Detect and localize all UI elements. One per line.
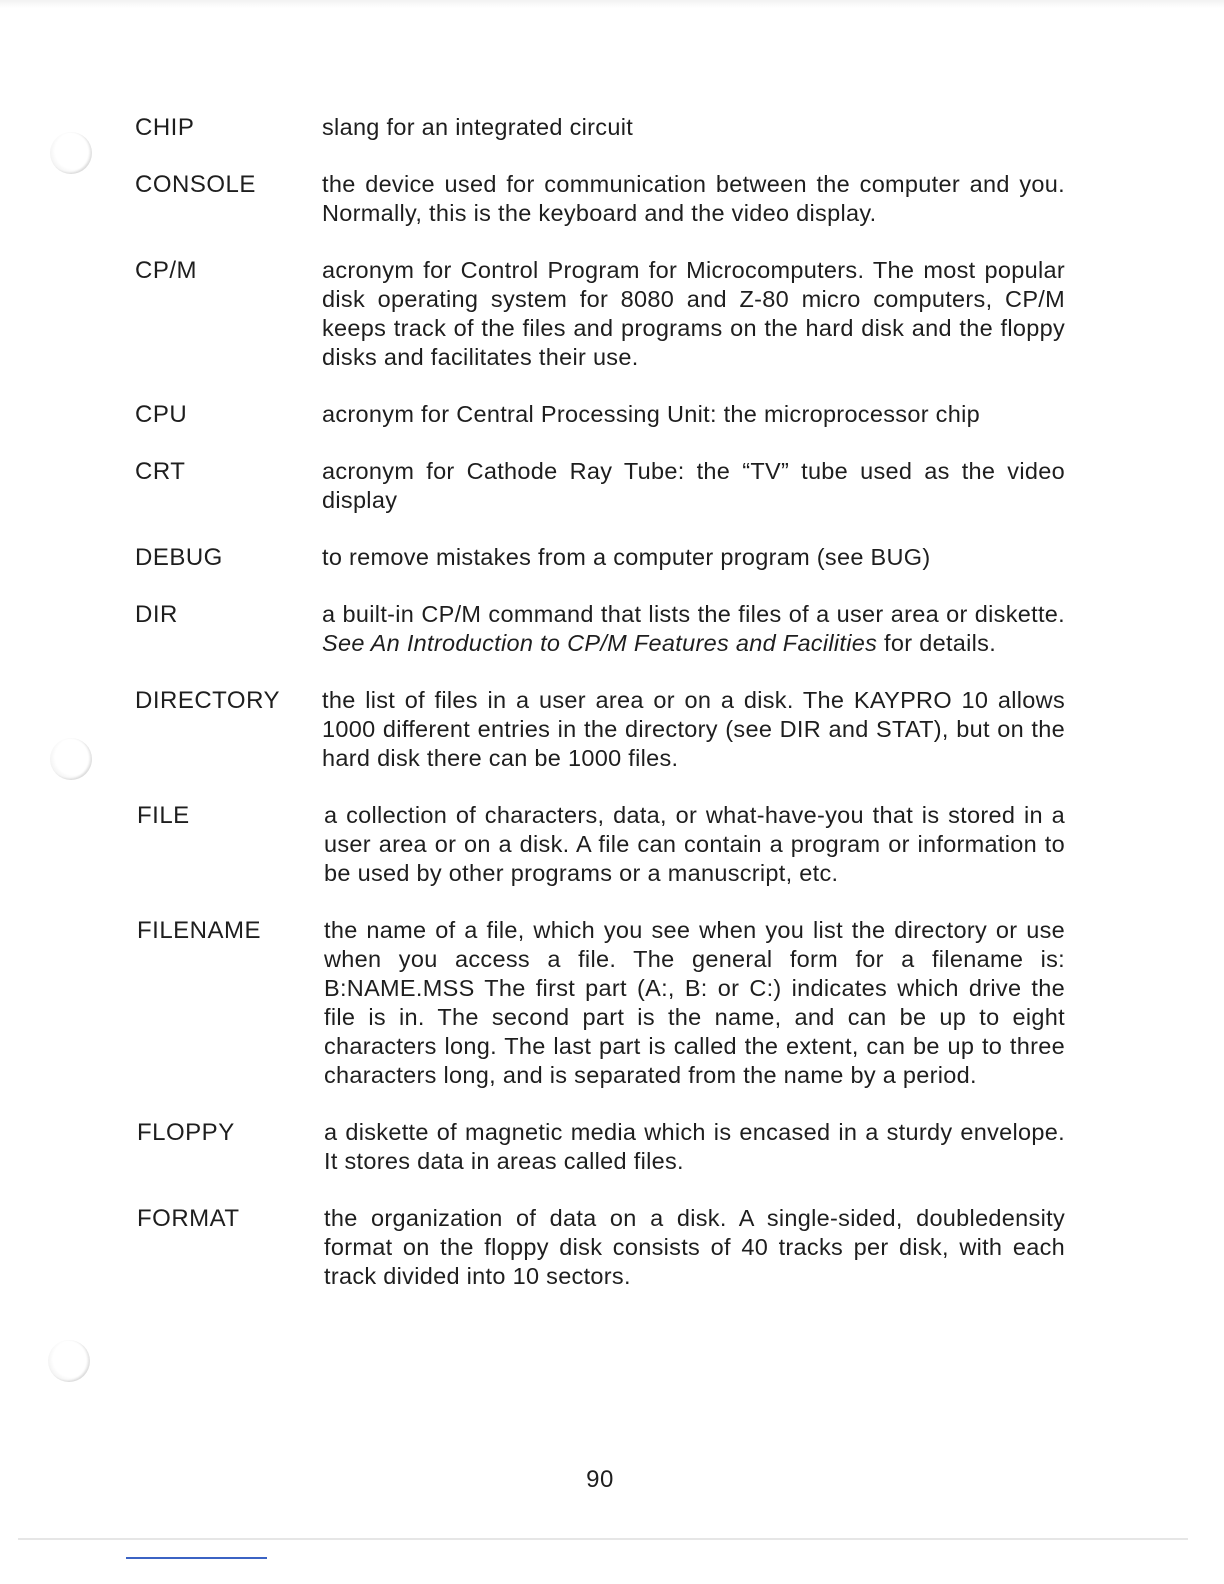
definition-text: a built-in CP/M command that lists the files of a user area or diskette. xyxy=(322,601,1065,627)
glossary-definition: the device used for communication between the computer and you. Normally, this is the keyboard and the video display. xyxy=(322,171,1065,226)
page-bottom-edge xyxy=(18,1538,1188,1540)
binder-hole-middle xyxy=(50,738,92,780)
glossary-definition: a collection of characters, data, or what-have-you that is stored in a user area or on a disk. A file can contain a program or information to be used by other programs or a manuscript, etc. xyxy=(324,802,1065,886)
glossary-entry-console xyxy=(135,170,1065,228)
scan-marker-line xyxy=(126,1557,267,1559)
glossary-entry-dir xyxy=(135,600,1065,658)
definition-reference-title: See An Introduction to CP/M Features and Facilities xyxy=(322,630,878,656)
glossary-definition xyxy=(322,600,1065,658)
glossary-definition: slang for an integrated circuit xyxy=(322,114,634,140)
glossary-definition: acronym for Control Program for Microcomputers. The most popular disk operating system for 8080 and Z-80 micro computers, CP/M keeps track of the files and programs on the hard disk and the floppy disks and facilitates their use. xyxy=(322,257,1065,370)
glossary-term: CRT xyxy=(135,458,186,485)
glossary-entry-debug xyxy=(135,543,1065,572)
glossary-list xyxy=(135,110,1065,1291)
glossary-entry-filename xyxy=(137,916,1065,1090)
glossary-entry-cpm xyxy=(135,256,1065,372)
glossary-term: DIR xyxy=(135,601,178,628)
glossary-entry-file xyxy=(137,801,1065,888)
glossary-definition: the organization of data on a disk. A single-sided, doubledensity format on the floppy disk consists of 40 tracks per disk, with each track divided into 10 sectors. xyxy=(324,1205,1065,1289)
glossary-term: FORMAT xyxy=(137,1205,240,1232)
definition-text: for details. xyxy=(884,630,997,656)
glossary-definition: the list of files in a user area or on a disk. The KAYPRO 10 allows 1000 different entries in the directory (see DIR and STAT), but on the hard disk there can be 1000 files. xyxy=(322,687,1065,771)
page-number: 90 xyxy=(586,1466,614,1493)
glossary-entry-cpu xyxy=(135,400,1065,429)
glossary-term: CHIP xyxy=(135,114,195,141)
glossary-entry-crt xyxy=(135,457,1065,515)
glossary-definition: acronym for Cathode Ray Tube: the “TV” tube used as the video display xyxy=(322,458,1065,513)
glossary-term: FLOPPY xyxy=(137,1119,235,1146)
glossary-definition: the name of a file, which you see when you list the directory or use when you access a file. The general form for a filename is: B:NAME.MSS The first part (A:, B: or C:) indicates which drive the file is in. The second part is the name, and can be up to eight characters long. The last part is called the extent, can be up to three characters long, and is separated from the name by a period. xyxy=(324,917,1065,1088)
glossary-term: CP/M xyxy=(135,257,197,284)
page-top-edge xyxy=(0,0,1224,8)
glossary-term: DIRECTORY xyxy=(135,687,280,714)
glossary-entry-directory xyxy=(135,686,1065,773)
glossary-term: CONSOLE xyxy=(135,171,256,198)
glossary-definition: to remove mistakes from a computer program (see BUG) xyxy=(322,544,931,570)
binder-hole-bottom xyxy=(48,1340,90,1382)
glossary-definition: a diskette of magnetic media which is encased in a sturdy envelope. It stores data in areas called files. xyxy=(324,1119,1065,1174)
glossary-entry-chip xyxy=(135,113,1065,142)
glossary-term: DEBUG xyxy=(135,544,223,571)
glossary-entry-format xyxy=(137,1204,1065,1291)
glossary-term: FILE xyxy=(137,802,190,829)
binder-hole-top xyxy=(50,132,92,174)
glossary-term: FILENAME xyxy=(137,917,262,944)
glossary-term: CPU xyxy=(135,401,188,428)
glossary-definition: acronym for Central Processing Unit: the microprocessor chip xyxy=(322,401,980,427)
glossary-entry-floppy xyxy=(137,1118,1065,1176)
